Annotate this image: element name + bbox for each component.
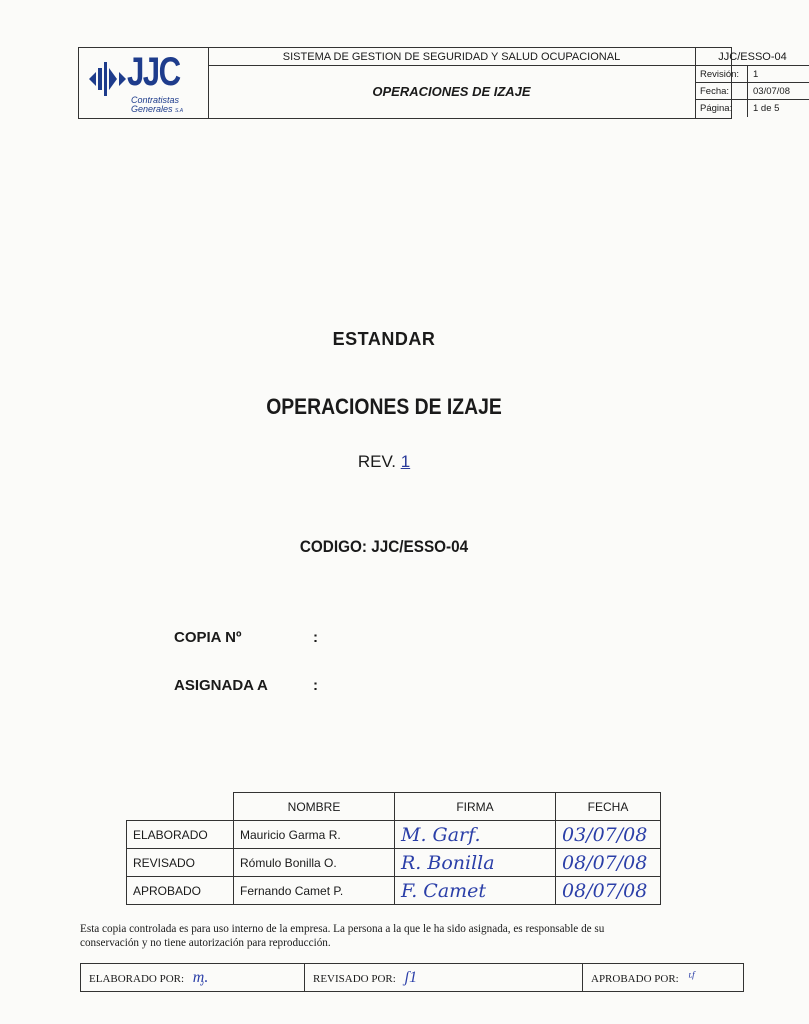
system-title: SISTEMA DE GESTION DE SEGURIDAD Y SALUD OCUPACIONAL [208,48,696,66]
meta-label: Fecha: [696,83,748,100]
role-cell: APROBADO [127,877,234,905]
date-cell: 03/07/08 [556,821,661,849]
initials-mark: ᶆ. [192,969,209,986]
signature-image: R. Bonilla [395,849,556,877]
meta-row-revision [696,66,809,83]
notice-line: Esta copia controlada es para uso interno de la empresa. La persona a la que le ha sido asignada, es responsable de su [80,923,605,935]
document-type: ESTANDAR [332,329,436,349]
meta-label: Revisión: [696,66,748,83]
initials-mark: ᶫᶠ [687,969,694,986]
initials-mark: ʃ1 [404,969,418,986]
name-cell: Rómulo Bonilla O. [234,849,395,877]
date-cell: 08/07/08 [556,877,661,905]
meta-label: Página: [696,100,748,117]
revision-number: 1 [400,452,411,471]
notice-line: conservación y no tiene autorización para reproducción. [80,936,331,949]
logo-sub-suffix: S.A [175,108,184,114]
meta-value: 1 de 5 [753,103,780,114]
column-header: FECHA [556,793,661,821]
footer-elaborado [81,964,305,991]
logo-sub-line2: Generales [131,104,173,114]
meta-value: 1 [753,69,759,80]
table-header-row [127,793,661,821]
footer-label: REVISADO POR: [313,973,396,985]
role-cell: REVISADO [127,849,234,877]
document-header [78,47,790,119]
field-copia [174,629,318,646]
document-title: OPERACIONES DE IZAJE [266,394,502,419]
field-label: ASIGNADA A [174,677,268,694]
header-doc-code: JJC/ESSO-04 [696,48,809,66]
meta-value: 03/07/08 [753,86,790,97]
table-row [127,849,661,877]
meta-row-page [696,100,809,117]
field-label: COPIA Nº [174,629,242,646]
meta-row-date [696,83,809,100]
date-cell: 08/07/08 [556,849,661,877]
control-copy-notice [80,923,720,950]
document-footer [80,963,744,992]
role-cell: ELABORADO [127,821,234,849]
footer-label: APROBADO POR: [591,973,679,985]
field-asignada [174,677,318,694]
footer-label: ELABORADO POR: [89,973,185,985]
company-logo [79,48,209,118]
footer-aprobado [583,964,743,991]
footer-revisado [305,964,583,991]
table-row [127,877,661,905]
jjc-logo-icon [87,58,129,100]
logo-subtitle [131,96,183,116]
name-cell: Fernando Camet P. [234,877,395,905]
approval-table [126,792,661,905]
signature-image: M. Garf. [395,821,556,849]
header-doc-title: OPERACIONES DE IZAJE [208,66,696,118]
revision-label: REV. [357,452,396,471]
document-revision [0,452,768,472]
field-separator: : [313,629,318,646]
logo-brand: JJC [127,50,180,94]
column-header: FIRMA [395,793,556,821]
name-cell: Mauricio Garma R. [234,821,395,849]
signature-image: F. Camet [395,877,556,905]
document-code: CODIGO: JJC/ESSO-04 [299,537,469,556]
logo-sub-line1: Contratistas [131,95,180,105]
column-header: NOMBRE [234,793,395,821]
table-row [127,821,661,849]
field-separator: : [313,677,318,694]
